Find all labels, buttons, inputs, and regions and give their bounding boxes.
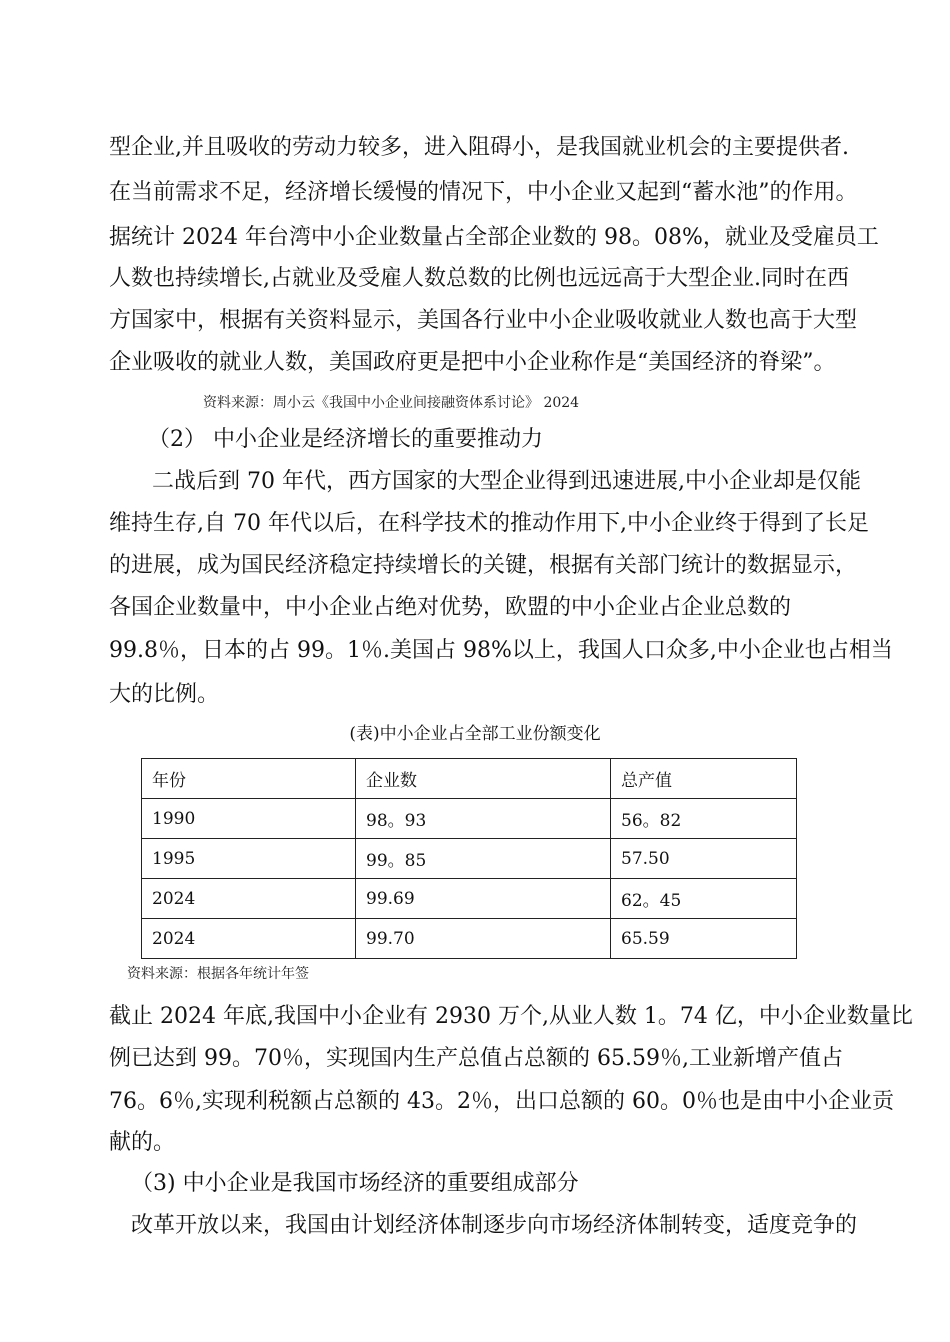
cell-total-output: 65.59 — [611, 919, 797, 959]
table-row — [142, 839, 797, 879]
section-heading-3: （3) 中小企业是我国市场经济的重要组成部分 — [131, 1171, 579, 1196]
industry-share-table — [141, 758, 797, 959]
cell-enterprise-count: 99.69 — [356, 879, 611, 919]
table-row — [142, 879, 797, 919]
section-heading-2: （2） 中小企业是经济增长的重要推动力 — [148, 427, 543, 452]
paragraph1-line-2: 在当前需求不足，经济增长缓慢的情况下，中小企业又起到“蓄水池”的作用。 — [109, 180, 858, 205]
cell-year: 2024 — [142, 919, 356, 959]
table-header-row — [142, 759, 797, 799]
cell-enterprise-count: 98。93 — [356, 799, 611, 839]
paragraph1-line-3: 据统计 2024 年台湾中小企业数量占全部企业数的 98。08%，就业及受雇员工 — [109, 225, 879, 250]
table-caption: (表)中小企业占全部工业份额变化 — [349, 724, 601, 744]
header-year: 年份 — [142, 759, 356, 799]
paragraph1-line-1: 型企业,并且吸收的劳动力较多，进入阻碍小，是我国就业机会的主要提供者. — [109, 135, 849, 160]
table-row — [142, 919, 797, 959]
table-row — [142, 799, 797, 839]
paragraph2-line-4: 各国企业数量中，中小企业占绝对优势，欧盟的中小企业占企业总数的 — [109, 595, 792, 620]
cell-year: 1990 — [142, 799, 356, 839]
paragraph1-line-6: 企业吸收的就业人数，美国政府更是把中小企业称作是“美国经济的脊梁”。 — [109, 350, 836, 375]
cell-total-output: 57.50 — [611, 839, 797, 879]
paragraph2-line-6: 大的比例。 — [109, 682, 220, 707]
paragraph3-line-1: 截止 2024 年底,我国中小企业有 2930 万个,从业人数 1。74 亿，中小企业数量比 — [109, 1004, 913, 1029]
paragraph2-line-2: 维持生存,自 70 年代以后，在科学技术的推动作用下,中小企业终于得到了长足 — [109, 511, 869, 536]
paragraph1-line-4: 人数也持续增长,占就业及受雇人数总数的比例也远远高于大型企业.同时在西 — [109, 266, 849, 291]
table-source-note: 资料来源：根据各年统计年签 — [127, 966, 309, 982]
header-total-output: 总产值 — [611, 759, 797, 799]
paragraph1-line-5: 方国家中，根据有关资料显示，美国各行业中小企业吸收就业人数也高于大型 — [109, 308, 858, 333]
cell-total-output: 62。45 — [611, 879, 797, 919]
paragraph3-line-3: 76。6％,实现利税额占总额的 43。2％，出口总额的 60。0％也是由中小企业贡 — [109, 1089, 894, 1114]
paragraph3-line-4: 献的。 — [109, 1130, 176, 1155]
paragraph2-line-3: 的进展，成为国民经济稳定持续增长的关键，根据有关部门统计的数据显示， — [109, 553, 858, 578]
cell-enterprise-count: 99.70 — [356, 919, 611, 959]
source-note-1: 资料来源：周小云《我国中小企业间接融资体系讨论》 2024 — [203, 395, 580, 411]
cell-year: 1995 — [142, 839, 356, 879]
paragraph2-line-1: 二战后到 70 年代，西方国家的大型企业得到迅速进展,中小企业却是仅能 — [152, 469, 861, 494]
cell-year: 2024 — [142, 879, 356, 919]
paragraph4-line-1: 改革开放以来，我国由计划经济体制逐步向市场经济体制转变，适度竞争的 — [131, 1213, 858, 1238]
cell-enterprise-count: 99。85 — [356, 839, 611, 879]
header-enterprise-count: 企业数 — [356, 759, 611, 799]
paragraph3-line-2: 例已达到 99。70％，实现国内生产总值占总额的 65.59％,工业新增产值占 — [109, 1046, 843, 1071]
cell-total-output: 56。82 — [611, 799, 797, 839]
paragraph2-line-5: 99.8％，日本的占 99。1％.美国占 98%以上，我国人口众多,中小企业也占相当 — [109, 638, 893, 663]
